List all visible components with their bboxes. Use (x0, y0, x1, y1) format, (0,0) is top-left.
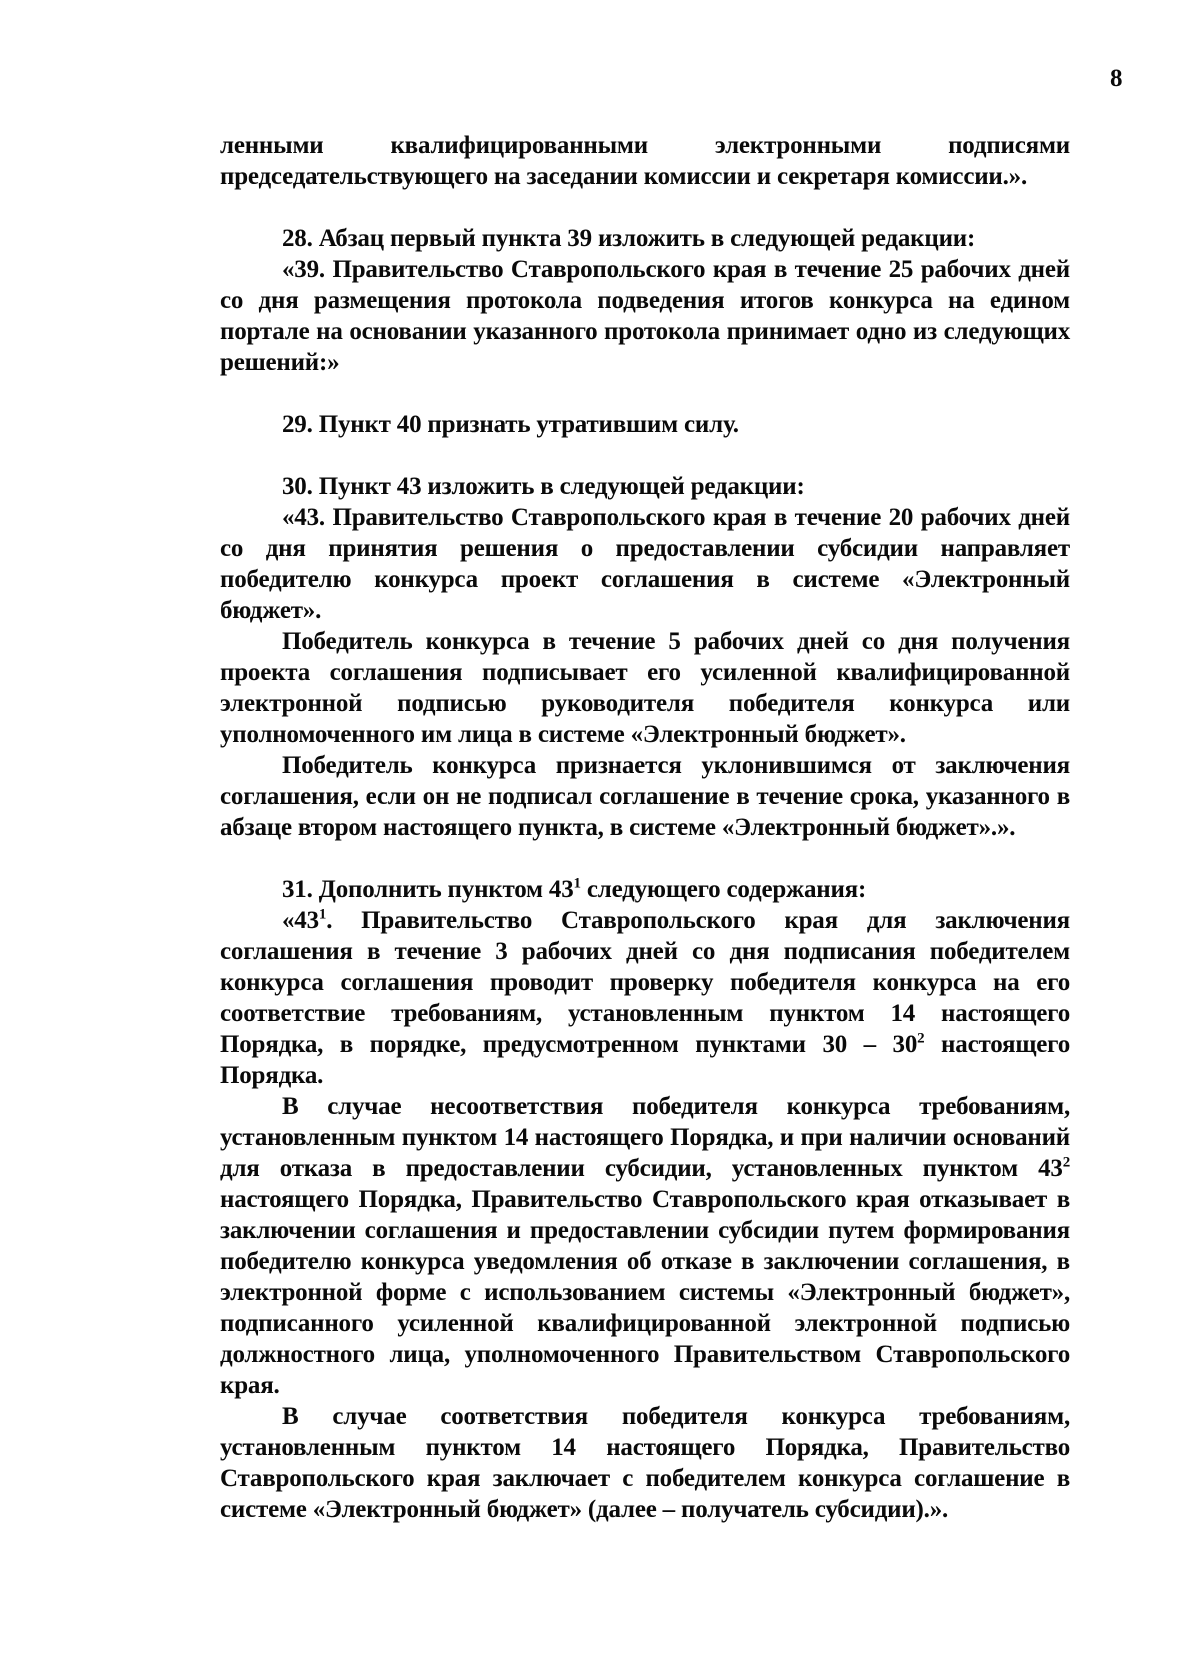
continuation-paragraph: ленными квалифицированными электронными подписями председательствующего на заседании комиссии и секретаря комиссии.». (220, 132, 1070, 190)
item-31-p1-sup1: 1 (318, 906, 327, 923)
document-body (220, 130, 1070, 1525)
item-30-paragraph-3: Победитель конкурса признается уклонившимся от заключения соглашения, если он не подписал соглашение в течение срока, указанного в абзаце втором настоящего пункта, в системе «Электронный бюджет».». (220, 752, 1070, 841)
item-29-text: 29. Пункт 40 признать утратившим силу. (282, 411, 739, 438)
item-31-p2-sup: 2 (1062, 1154, 1070, 1171)
item-31-paragraph-1 (220, 905, 1070, 1091)
page-number: 8 (1110, 65, 1123, 92)
item-31-p1-sup2: 2 (917, 1030, 925, 1047)
item-31-p2-a: В случае несоответствия победителя конкурса требованиям, установленным пунктом 14 настоящего Порядка, и при наличии оснований для отказа в предоставлении субсидии, установленных пунктом 43 (220, 1093, 1070, 1182)
item-28-quote: «39. Правительство Ставропольского края в течение 25 рабочих дней со дня размещения протокола подведения итогов конкурса на едином портале на основании указанного протокола принимает одно из следующих решений:» (220, 256, 1070, 376)
item-31-p1-c: настоящего Порядка. (220, 1031, 1070, 1089)
item-31-intro-b: следующего содержания: (580, 876, 867, 903)
item-31-p1-b: . Правительство Ставропольского края для заключения соглашения в течение 3 рабочих дней со дня подписания победителем конкурса соглашения проводит проверку победителя конкурса на его соответствие требованиям, установленным пунктом 14 настоящего Порядка, в порядке, предусмотренном пунктами 30 – 30 (220, 907, 1070, 1058)
item-30-paragraph-1: «43. Правительство Ставропольского края в течение 20 рабочих дней со дня принятия решения о предоставлении субсидии направляет победителю конкурса проект соглашения в системе «Электронный бюджет». (220, 504, 1070, 624)
item-30-paragraph-2: Победитель конкурса в течение 5 рабочих дней со дня получения проекта соглашения подписывает его усиленной квалифицированной электронной подписью руководителя победителя конкурса или уполномоченного им лица в системе «Электронный бюджет». (220, 628, 1070, 748)
item-31-p2-b: настоящего Порядка, Правительство Ставропольского края отказывает в заключении соглашения и предоставлении субсидии путем формирования победителю конкурса уведомления об отказе в заключении соглашения, в электронной форме с использованием системы «Электронный бюджет», подписанного усиленной квалифицированной электронной подписью должностного лица, уполномоченного Правительством Ставропольского края. (220, 1186, 1070, 1399)
item-31-paragraph-2 (220, 1091, 1070, 1401)
item-31-intro (220, 874, 1070, 905)
item-31-intro-a: 31. Дополнить пунктом 43 (282, 876, 574, 903)
item-28-intro: 28. Абзац первый пункта 39 изложить в следующей редакции: (282, 225, 976, 252)
item-31-paragraph-3: В случае соответствия победителя конкурса требованиям, установленным пунктом 14 настоящего Порядка, Правительство Ставропольского края заключает с победителем конкурса соглашение в системе «Электронный бюджет» (далее – получатель субсидии).». (220, 1403, 1070, 1523)
item-31-p1-a: «43 (282, 907, 319, 934)
item-31-intro-sup: 1 (573, 875, 581, 892)
item-30-intro: 30. Пункт 43 изложить в следующей редакции: (282, 473, 805, 500)
